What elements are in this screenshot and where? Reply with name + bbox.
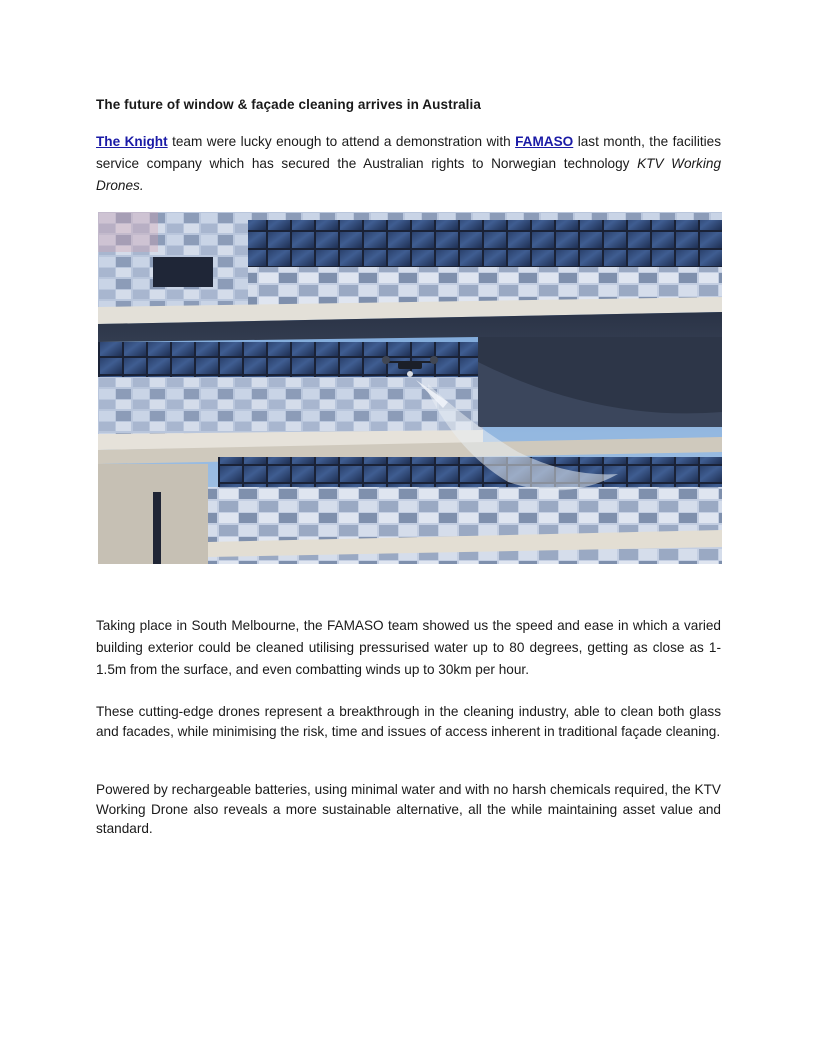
paragraph-breakthrough: These cutting-edge drones represent a breakthrough in the cleaning industry, able to clean both glass and facades, while minimising the risk, time and issues of access inherent in traditional façade cleaning.: [96, 704, 721, 739]
intro-paragraph: [96, 131, 721, 197]
drone-cleaning-photo: [98, 212, 722, 564]
famaso-link[interactable]: FAMASO: [515, 134, 574, 149]
paragraph-location: Taking place in South Melbourne, the FAMASO team showed us the speed and ease in which a varied building exterior could be cleaned utilising pressurised water up to 80 degrees, getting as close as 1-1.5m from the surface, and even combatting winds up to 30km per hour.: [96, 618, 721, 677]
building-facade-image: [98, 212, 722, 564]
paragraph-sustainability: Powered by rechargeable batteries, using minimal water and with no harsh chemicals required, the KTV Working Drone also reveals a more sustainable alternative, all the while maintaining asset value and standard.: [96, 782, 721, 836]
the-knight-link[interactable]: The Knight: [96, 134, 168, 149]
article-title: The future of window & façade cleaning arrives in Australia: [96, 97, 481, 112]
intro-italic-text: KTV Working Drones.: [96, 156, 721, 193]
intro-text-2: last month, the facilities service company which has secured the Australian rights to Norwegian technology: [96, 134, 721, 171]
intro-text-1: team were lucky enough to attend a demonstration with: [167, 134, 516, 149]
